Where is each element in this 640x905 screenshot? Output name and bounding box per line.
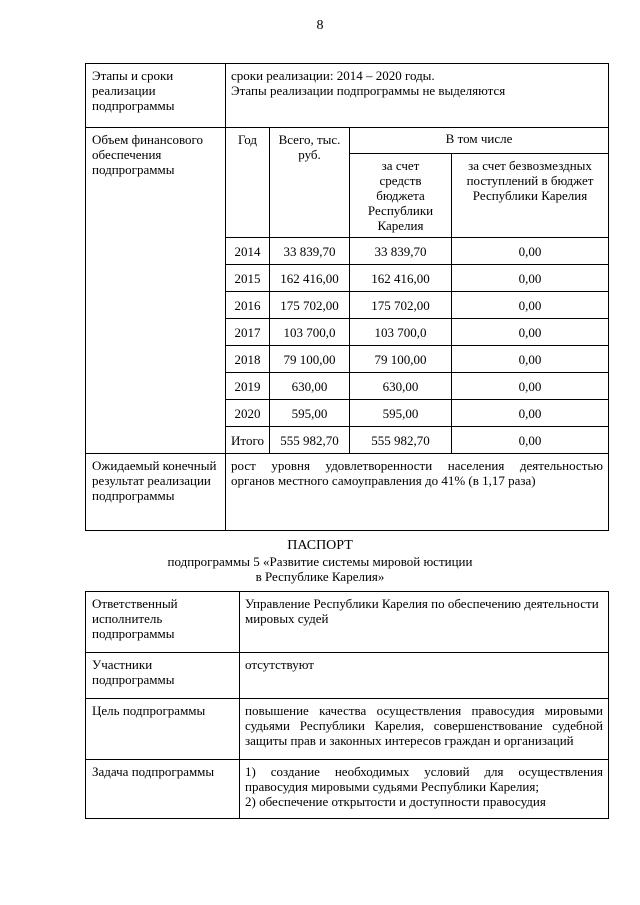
task-row [86, 760, 609, 819]
row-free: 0,00 [452, 319, 609, 346]
row-free: 0,00 [452, 400, 609, 427]
passport-subtitle-line-1: подпрограммы 5 «Развитие системы мировой юстиции [167, 554, 473, 569]
row-total: 175 702,00 [270, 292, 350, 319]
finance-label: Объем финансового обеспечения подпрограммы [86, 128, 226, 454]
responsible-value: Управление Республики Карелия по обеспечению деятельности мировых судей [240, 592, 609, 653]
result-label: Ожидаемый конечный результат реализации подпрограммы [86, 454, 226, 531]
row-total: 555 982,70 [270, 427, 350, 454]
row-year: 2019 [226, 373, 270, 400]
row-free: 0,00 [452, 427, 609, 454]
row-year: 2020 [226, 400, 270, 427]
col-year-header: Год [226, 128, 270, 238]
goal-label: Цель подпрограммы [86, 699, 240, 760]
row-total: 630,00 [270, 373, 350, 400]
row-free: 0,00 [452, 292, 609, 319]
row-year: 2018 [226, 346, 270, 373]
row-free: 0,00 [452, 238, 609, 265]
col-budget-header: за счет средств бюджета Республики Карелия [350, 154, 452, 238]
result-value [226, 454, 609, 531]
result-line-2: органов местного самоуправления до 41% (в 1,17 раза) [231, 473, 536, 488]
row-budget: 162 416,00 [350, 265, 452, 292]
row-free: 0,00 [452, 346, 609, 373]
passport-heading [0, 538, 640, 584]
row-budget: 33 839,70 [350, 238, 452, 265]
responsible-label: Ответственный исполнитель подпрограммы [86, 592, 240, 653]
task-line-1: 1) создание необходимых условий для осуществления правосудия мировыми судьями Республики Карелия; [245, 764, 603, 794]
row-total: 79 100,00 [270, 346, 350, 373]
row-total: 162 416,00 [270, 265, 350, 292]
subprogram-5-passport-table [85, 591, 609, 819]
stages-line-2: Этапы реализации подпрограммы не выделяются [231, 83, 506, 98]
col-total-header: Всего, тыс. руб. [270, 128, 350, 238]
goal-value: повышение качества осуществления правосудия мировыми судьями Республики Карелия, совершенствование судебной защиты прав и законных интересов граждан и организаций [240, 699, 609, 760]
row-budget: 103 700,0 [350, 319, 452, 346]
row-budget: 555 982,70 [350, 427, 452, 454]
responsible-row [86, 592, 609, 653]
row-free: 0,00 [452, 265, 609, 292]
row-total: 595,00 [270, 400, 350, 427]
task-value [240, 760, 609, 819]
row-year: 2017 [226, 319, 270, 346]
row-year: 2015 [226, 265, 270, 292]
task-line-2: 2) обеспечение открытости и доступности правосудия [245, 794, 546, 809]
task-label: Задача подпрограммы [86, 760, 240, 819]
col-free-header: за счет безвозмездных поступлений в бюджет Республики Карелия [452, 154, 609, 238]
row-year: 2014 [226, 238, 270, 265]
stages-row [86, 64, 609, 128]
row-free: 0,00 [452, 373, 609, 400]
row-year: Итого [226, 427, 270, 454]
participants-label: Участники подпрограммы [86, 653, 240, 699]
row-year: 2016 [226, 292, 270, 319]
row-total: 33 839,70 [270, 238, 350, 265]
stages-line-1: сроки реализации: 2014 – 2020 годы. [231, 68, 435, 83]
row-budget: 79 100,00 [350, 346, 452, 373]
passport-title: ПАСПОРТ [287, 538, 353, 553]
row-budget: 595,00 [350, 400, 452, 427]
result-row [86, 454, 609, 531]
participants-value: отсутствуют [240, 653, 609, 699]
subprogram-4-passport-table [85, 63, 609, 531]
goal-row [86, 699, 609, 760]
result-line-1: рост уровня удовлетворенности населения деятельностью [231, 458, 604, 473]
page-number: 8 [316, 18, 324, 33]
row-budget: 175 702,00 [350, 292, 452, 319]
col-including-header: В том числе [350, 128, 609, 154]
stages-value [226, 64, 609, 128]
row-budget: 630,00 [350, 373, 452, 400]
finance-header-row [86, 128, 609, 154]
row-total: 103 700,0 [270, 319, 350, 346]
passport-subtitle-line-2: в Республике Карелия» [255, 569, 385, 584]
stages-label: Этапы и сроки реализации подпрограммы [86, 64, 226, 128]
participants-row [86, 653, 609, 699]
